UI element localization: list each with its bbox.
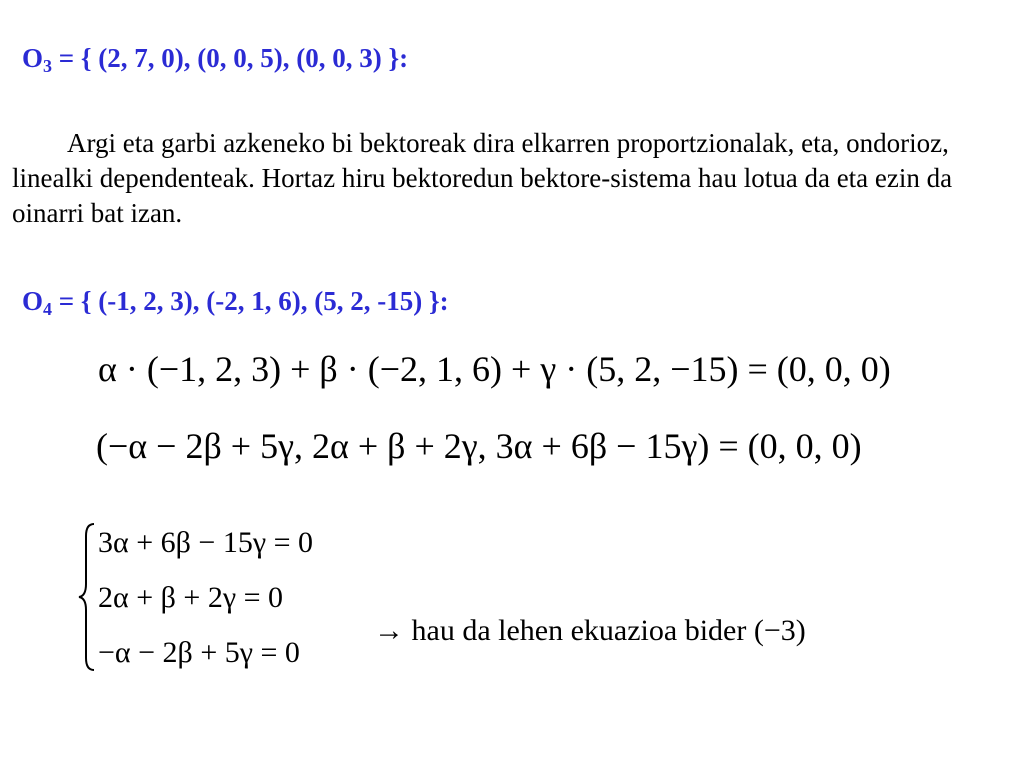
heading-o4-set: = { (-1, 2, 3), (-2, 1, 6), (5, 2, -15) }: <box>52 286 449 316</box>
heading-o3-set: = { (2, 7, 0), (0, 0, 5), (0, 0, 3) }: <box>52 43 409 73</box>
heading-o3 <box>22 43 408 77</box>
component-vector-equation: (−α − 2β + 5γ, 2α + β + 2γ, 3α + 6β − 15γ) = (0, 0, 0) <box>96 426 862 466</box>
equation-note: → hau da lehen ekuazioa bider (−3) <box>374 614 806 647</box>
heading-o3-subscript: 3 <box>43 56 53 76</box>
heading-o4-subscript: 4 <box>43 299 53 319</box>
equation-system <box>78 522 378 672</box>
system-equation-2: 2α + β + 2γ = 0 <box>98 581 283 614</box>
heading-o4 <box>22 286 449 320</box>
linear-combination-equation: α · (−1, 2, 3) + β · (−2, 1, 6) + γ · (5, 2, −15) = (0, 0, 0) <box>98 349 891 389</box>
left-brace-icon <box>78 522 96 672</box>
heading-o3-label: O <box>22 43 44 73</box>
system-equation-1: 3α + 6β − 15γ = 0 <box>98 526 313 559</box>
system-equation-3: −α − 2β + 5γ = 0 <box>98 636 300 669</box>
explanation-paragraph <box>12 126 1002 231</box>
heading-o4-label: O <box>22 286 44 316</box>
explanation-text: Argi eta garbi azkeneko bi bektoreak dira elkarren proportzionalak, eta, ondorioz, linealki dependenteak. Hortaz hiru bektoredun bektore-sistema hau lotua da eta ezin da oinarri bat izan. <box>12 128 953 228</box>
